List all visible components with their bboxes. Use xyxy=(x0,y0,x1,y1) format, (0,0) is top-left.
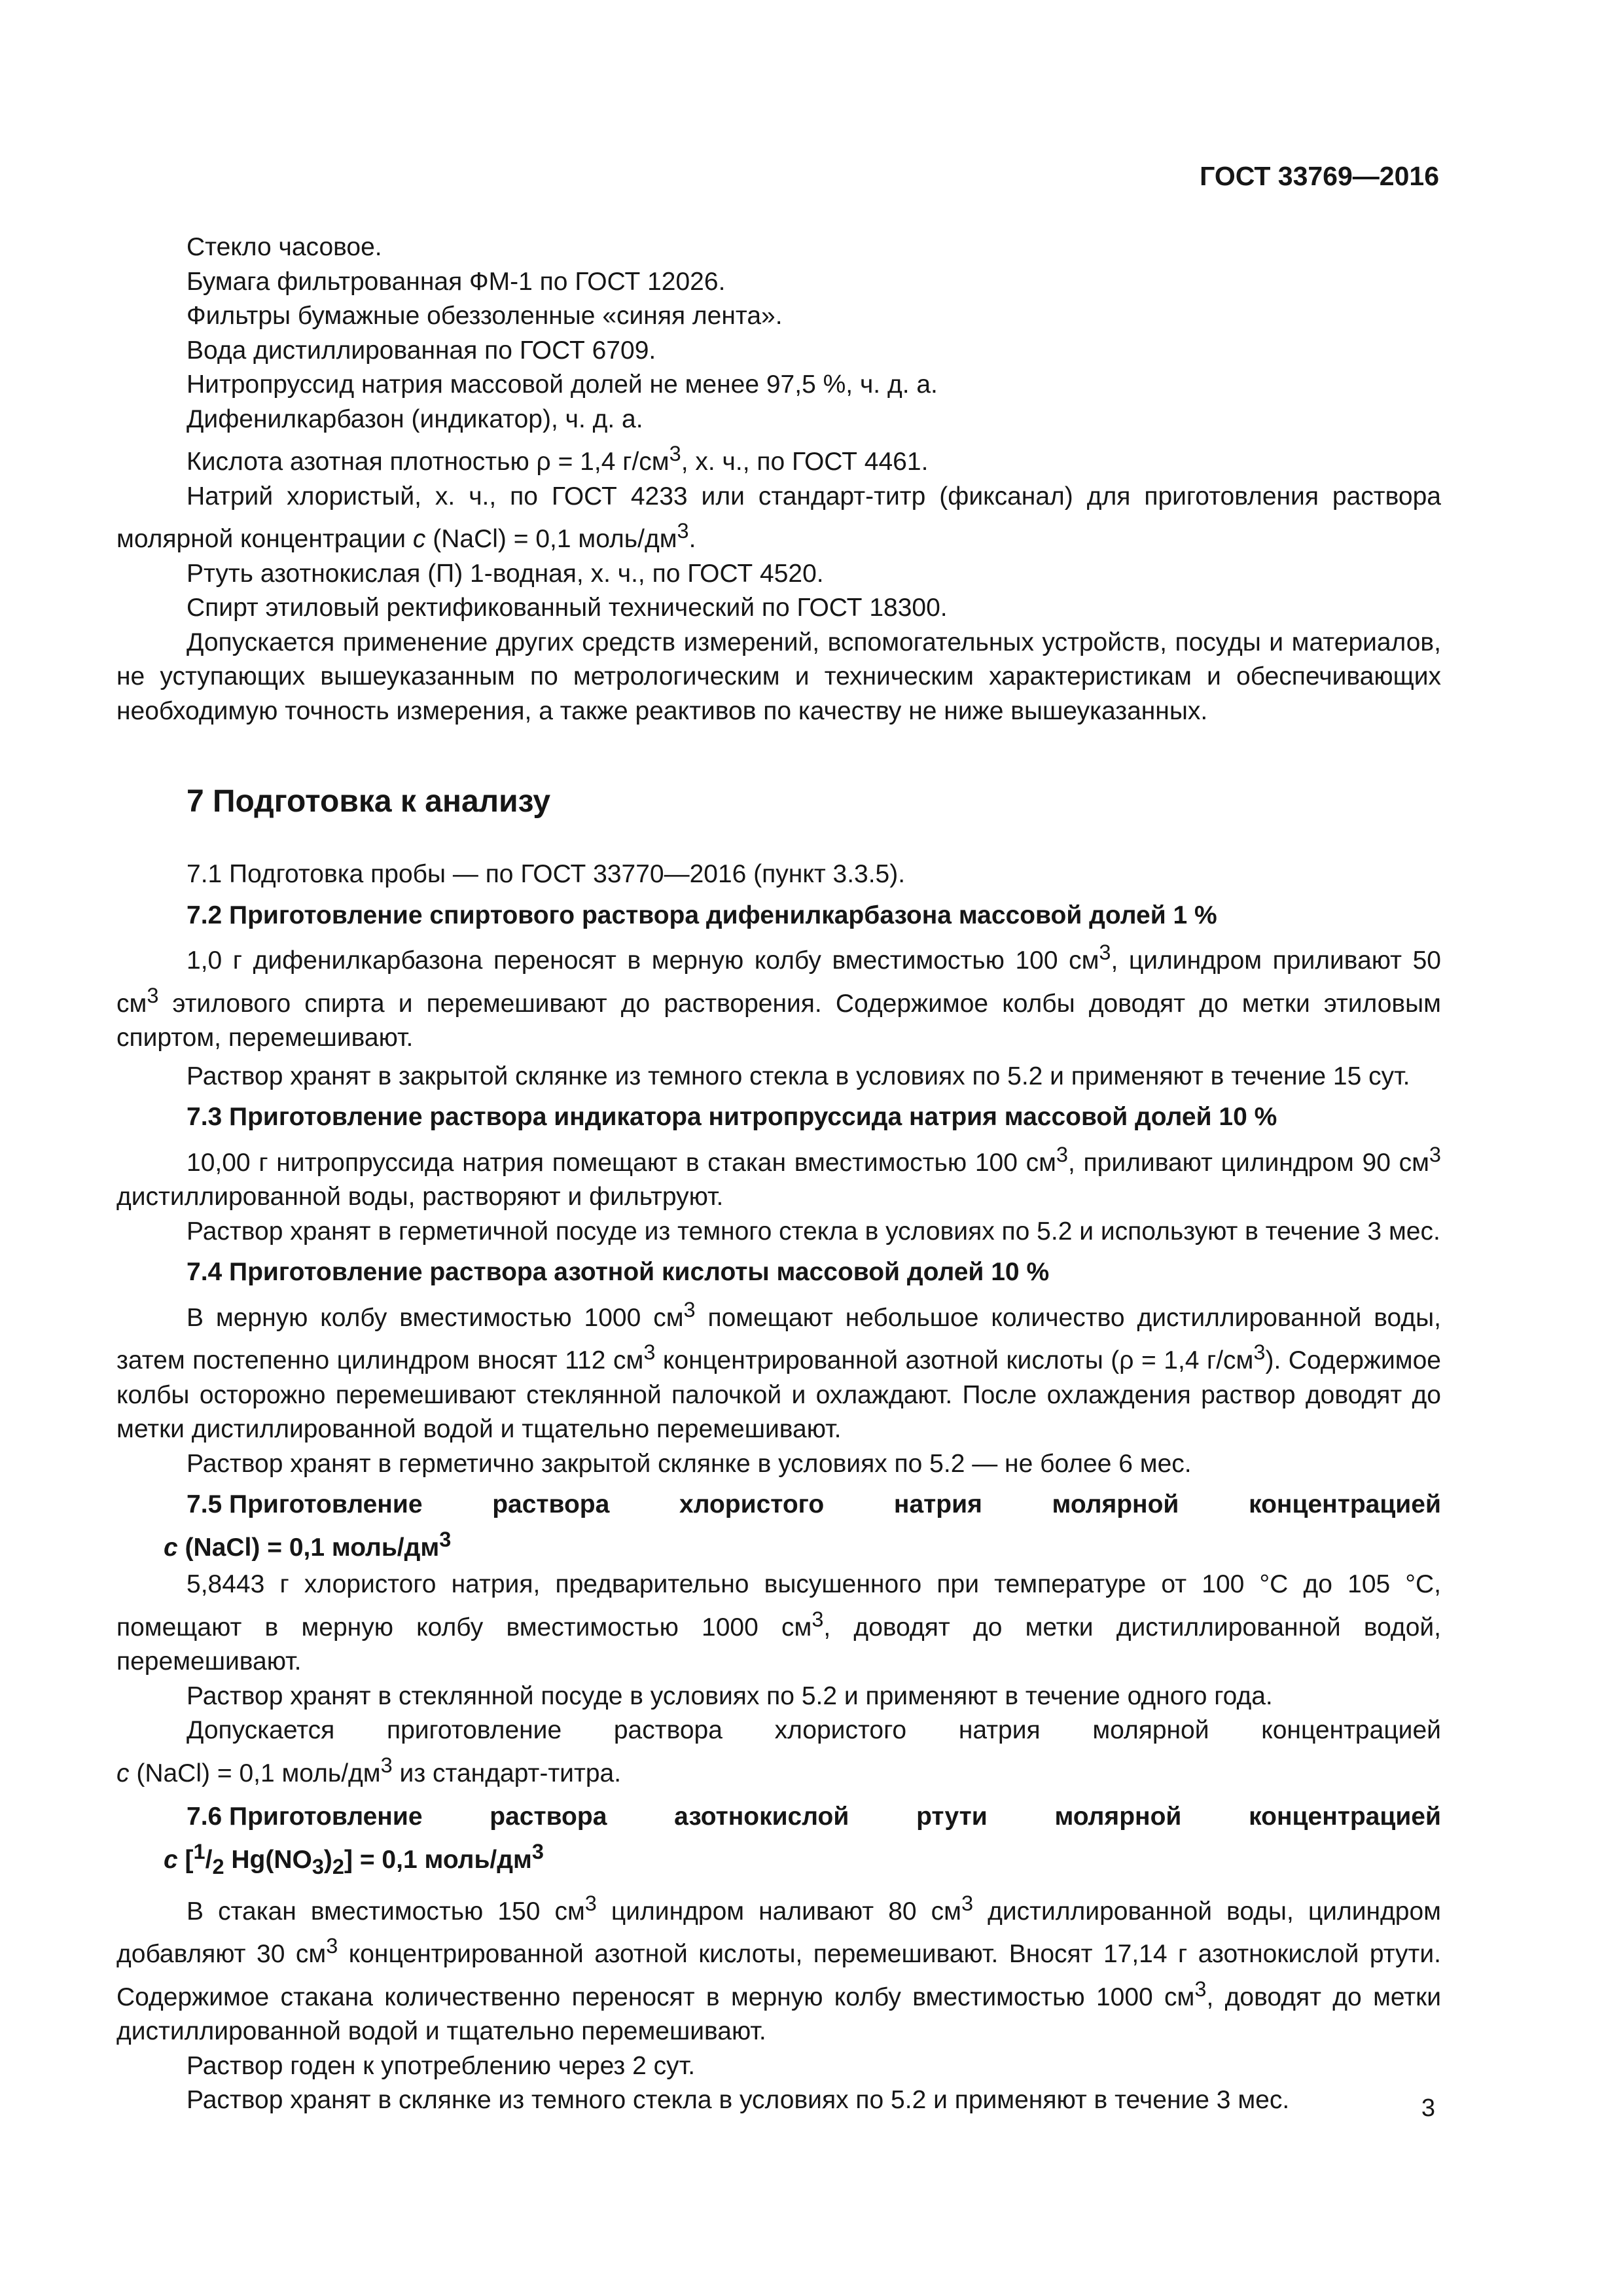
clause-7-5-paragraph: 5,8443 г хлористого натрия, предварительно высушенного при температуре от 100 °C до 105 °C, помещают в мерную колбу вместимостью 1000 $см^3$, доводят до метки дистиллированной водой, перемешивают. xyxy=(116,1570,1442,1676)
allowance-paragraph: Допускается применение других средств измерений, вспомогательных устройств, посуды и материалов, не уступающих вышеуказанным по метрологическим и техническим характеристикам и обеспечивающих необходимую точность измерения, а также реактивов по качеству не ниже вышеуказанных. xyxy=(116,628,1441,725)
clause-7-2-heading: 7.2 Приготовление спиртового раствора дифенилкарбазона массовой долей 1 % xyxy=(187,901,1217,929)
material-item: Фильтры бумажные обеззоленные «синяя лента». xyxy=(187,302,783,330)
clause-7-2-paragraph: 1,0 г дифенилкарбазона переносят в мерную колбу вместимостью 100 $см^3$, цилиндром приливают 50 $см^3$ этилового спирта и перемешивают до растворения. Содержимое колбы доводят до метки этиловым спиртом, перемешивают. xyxy=(116,941,1441,1052)
clause-7-5-allowance-line2: c (NaCl) = 0,1 моль/$дм^3$ из стандарт-титра. xyxy=(116,1753,622,1787)
section-7-heading: 7 Подготовка к анализу xyxy=(187,784,551,819)
clause-7-4-heading: 7.4 Приготовление раствора азотной кислоты массовой долей 10 % xyxy=(187,1258,1050,1286)
clause-7-2-storage: Раствор хранят в закрытой склянке из темного стекла в условиях по 5.2 и применяют в течение 15 сут. xyxy=(187,1062,1410,1090)
clause-7-4-storage: Раствор хранят в герметично закрытой склянке в условиях по 5.2 — не более 6 мес. xyxy=(187,1449,1192,1478)
clause-7-3-heading: 7.3 Приготовление раствора индикатора нитропруссида натрия массовой долей 10 % xyxy=(187,1103,1277,1131)
clause-7-6-usability: Раствор годен к употреблению через 2 сут. xyxy=(187,2051,696,2080)
material-item: Дифенилкарбазон (индикатор), ч. д. а. xyxy=(187,404,643,433)
clause-7-5-heading xyxy=(116,1488,1441,1565)
clause-7-1: 7.1 Подготовка пробы — по ГОСТ 33770—2016 (пункт 3.3.5). xyxy=(187,860,906,888)
clause-7-3-storage: Раствор хранят в герметичной посуде из темного стекла в условиях по 5.2 и используют в течение 3 мес. xyxy=(187,1217,1440,1246)
clause-7-6-paragraph: В стакан вместимостью 150 $см^3$ цилиндром наливают 80 $см^3$ дистиллированной воды, цилиндром добавляют 30 $см^3$ концентрированной азотной кислоты, перемешивают. Вносят 17,14 г азотнокислой ртути. Содержимое стакана количественно переносят в мерную колбу вместимостью 1000 $см^3$, доводят до метки дистиллированной водой и тщательно перемешивают. xyxy=(116,1891,1441,2046)
material-item-sodium-chloride: Натрий хлористый, х. ч., по ГОСТ 4233 или стандарт-титр (фиксанал) для приготовления раствора молярной концентрации c (NaCl) = 0,1 моль/$дм^3$. xyxy=(116,482,1441,553)
clause-7-6-heading xyxy=(116,1800,1441,1884)
clause-7-4-paragraph: В мерную колбу вместимостью 1000 $см^3$ помещают небольшое количество дистиллированной воды, затем постепенно цилиндром вносят 112 $см^3$ концентрированной азотной кислоты (ρ = 1,4 $г/см^3$). Содержимое колбы осторожно перемешивают стеклянной палочкой и охлаждают. После охлаждения раствор доводят до метки дистиллированной водой и тщательно перемешивают. xyxy=(116,1297,1441,1443)
material-item: Спирт этиловый ректификованный технический по ГОСТ 18300. xyxy=(187,594,948,622)
clause-7-6-storage: Раствор хранят в склянке из темного стекла в условиях по 5.2 и применяют в течение 3 мес. xyxy=(187,2086,1290,2115)
material-item: Ртуть азотнокислая (П) 1-водная, х. ч., по ГОСТ 4520. xyxy=(187,559,824,588)
document-header-id: ГОСТ 33769—2016 xyxy=(1200,161,1439,191)
clause-7-5-heading-line1: 7.5 Приготовление раствора хлористого натрия молярной концентрацией xyxy=(187,1490,1441,1518)
page-number: 3 xyxy=(1421,2094,1435,2122)
material-item: Бумага фильтрованная ФМ-1 по ГОСТ 12026. xyxy=(187,267,726,296)
clause-7-5-heading-line2: c (NaCl) = 0,1 моль/$дм^3$ xyxy=(164,1527,452,1562)
clause-7-5-storage: Раствор хранят в стеклянной посуде в условиях по 5.2 и применяют в течение одного года. xyxy=(187,1681,1273,1710)
material-item-nitric-acid: Кислота азотная плотностью ρ = 1,4 $г/см^3$, х. ч., по ГОСТ 4461. xyxy=(187,442,929,476)
clause-7-5-allowance xyxy=(116,1713,1441,1791)
clause-7-3-paragraph: 10,00 г нитропруссида натрия помещают в стакан вместимостью 100 $см^3$, приливают цилиндром 90 $см^3$ дистиллированной воды, растворяют и фильтруют. xyxy=(116,1142,1441,1211)
clause-7-6-heading-line2: c [$^1/_2$ $Hg(NO_3)_2] = 0,1$ моль/$дм^3$ xyxy=(164,1839,544,1878)
clause-7-5-allowance-line1: Допускается приготовление раствора хлористого натрия молярной концентрацией xyxy=(187,1716,1441,1744)
clause-7-6-heading-line1: 7.6 Приготовление раствора азотнокислой ртути молярной концентрацией xyxy=(187,1803,1441,1831)
material-item: Нитропруссид натрия массовой долей не менее 97,5 %, ч. д. а. xyxy=(187,370,938,399)
page-content xyxy=(116,230,1441,2118)
material-item: Стекло часовое. xyxy=(187,233,382,261)
material-item: Вода дистиллированная по ГОСТ 6709. xyxy=(187,336,656,365)
